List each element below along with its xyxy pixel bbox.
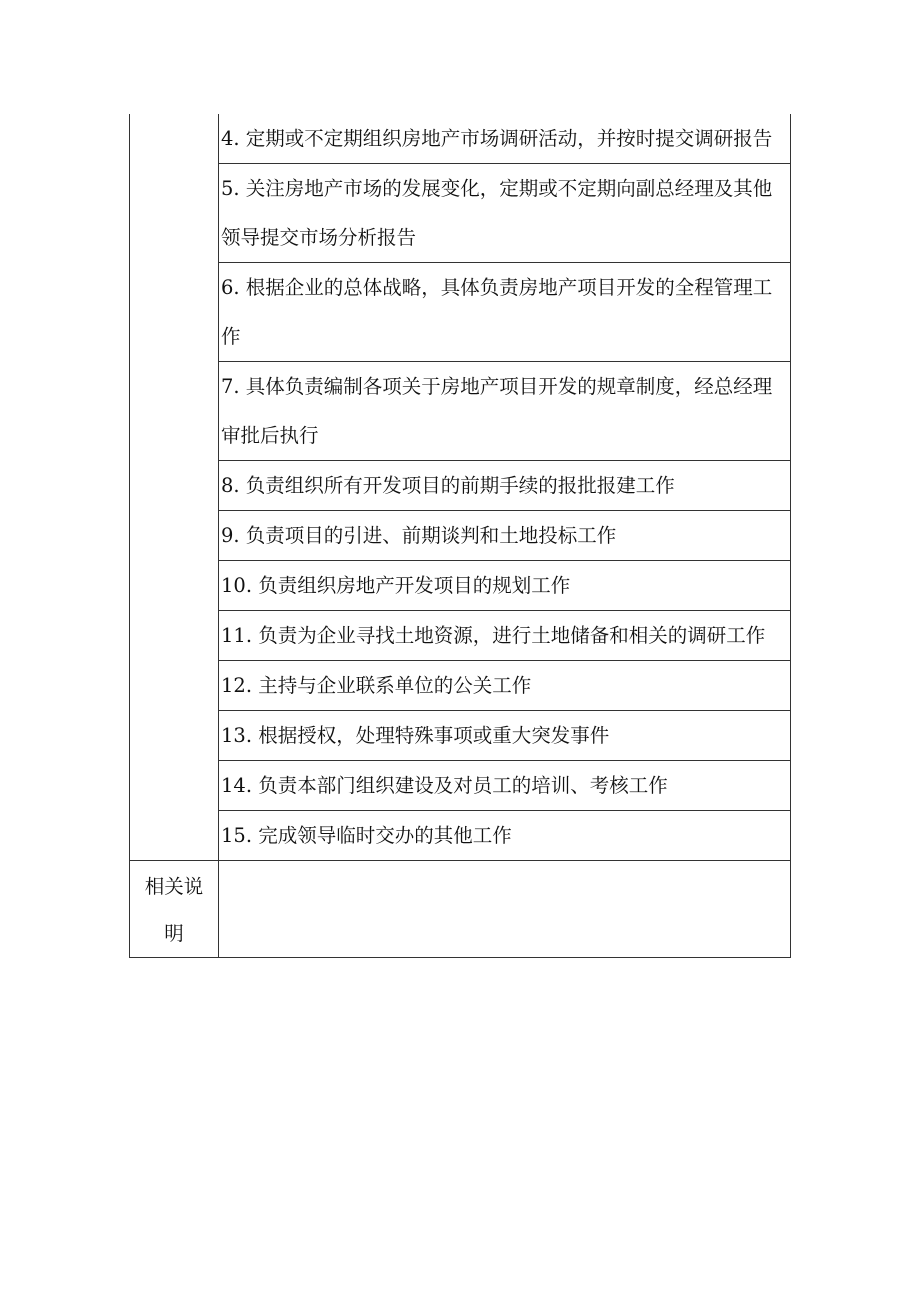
related-row	[130, 861, 791, 958]
duty-cell	[219, 711, 791, 761]
duty-cell	[219, 661, 791, 711]
table-row	[130, 362, 791, 461]
table-row	[130, 711, 791, 761]
table-row	[130, 561, 791, 611]
duty-cell	[219, 114, 791, 164]
duty-text: 5. 关注房地产市场的发展变化，定期或不定期向副总经理及其他领导提交市场分析报告	[221, 177, 773, 249]
duty-text: 11. 负责为企业寻找土地资源，进行土地储备和相关的调研工作	[221, 624, 766, 647]
duty-cell	[219, 362, 791, 461]
duty-text: 14. 负责本部门组织建设及对员工的培训、考核工作	[221, 774, 668, 797]
table-row	[130, 811, 791, 861]
duty-text: 10. 负责组织房地产开发项目的规划工作	[221, 574, 571, 597]
table-row	[130, 511, 791, 561]
duty-text: 9. 负责项目的引进、前期谈判和土地投标工作	[221, 524, 617, 547]
duty-cell	[219, 611, 791, 661]
duty-text: 8. 负责组织所有开发项目的前期手续的报批报建工作	[221, 474, 675, 497]
duty-text: 13. 根据授权，处理特殊事项或重大突发事件	[221, 724, 610, 747]
duty-text: 6. 根据企业的总体战略，具体负责房地产项目开发的全程管理工作	[221, 276, 773, 348]
table-row	[130, 761, 791, 811]
duty-cell	[219, 561, 791, 611]
duty-text: 15. 完成领导临时交办的其他工作	[221, 824, 512, 847]
related-label: 相关说明	[144, 875, 204, 945]
duty-text: 12. 主持与企业联系单位的公关工作	[221, 674, 532, 697]
table-row	[130, 114, 791, 164]
duties-table	[129, 114, 791, 958]
table-row	[130, 461, 791, 511]
duty-cell	[219, 461, 791, 511]
duty-cell	[219, 511, 791, 561]
duty-text: 7. 具体负责编制各项关于房地产项目开发的规章制度，经总经理审批后执行	[221, 375, 773, 447]
duty-text: 4. 定期或不定期组织房地产市场调研活动，并按时提交调研报告	[221, 127, 773, 150]
duties-label-cell	[130, 114, 219, 861]
table-row	[130, 611, 791, 661]
duty-cell	[219, 811, 791, 861]
table-row	[130, 661, 791, 711]
table-row	[130, 164, 791, 263]
duty-cell	[219, 761, 791, 811]
related-label-cell	[130, 861, 219, 958]
duty-cell	[219, 263, 791, 362]
duty-cell	[219, 164, 791, 263]
table-row	[130, 263, 791, 362]
related-content-cell	[219, 861, 791, 958]
